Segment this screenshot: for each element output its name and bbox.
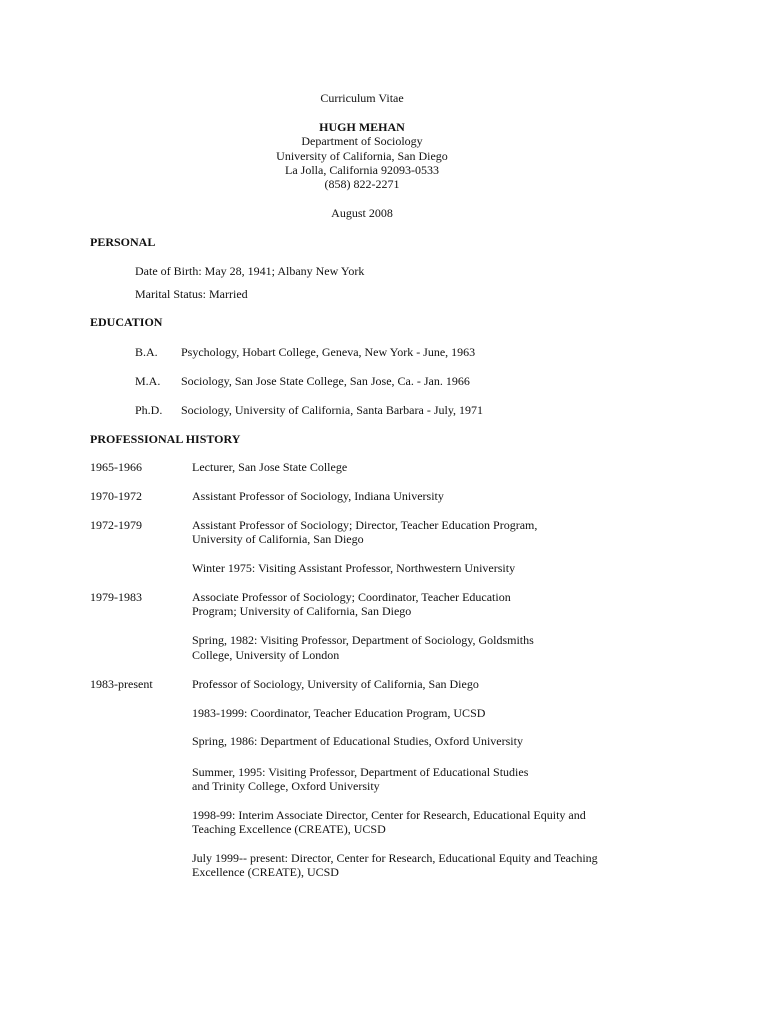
history-line: Program; University of California, San Diego bbox=[192, 604, 412, 618]
history-line: Assistant Professor of Sociology; Director, Teacher Education Program, bbox=[192, 518, 538, 532]
history-line: University of California, San Diego bbox=[192, 532, 364, 546]
department: Department of Sociology bbox=[301, 134, 423, 148]
marital-status: Marital Status: Married bbox=[135, 287, 248, 301]
history-year: 1965-1966 bbox=[90, 460, 142, 474]
history-year: 1983-present bbox=[90, 677, 153, 691]
history-line: Spring, 1982: Visiting Professor, Department of Sociology, Goldsmiths bbox=[192, 633, 534, 647]
history-year: 1970-1972 bbox=[90, 489, 142, 503]
history-line: and Trinity College, Oxford University bbox=[192, 779, 380, 793]
degree-label: Ph.D. bbox=[135, 403, 163, 417]
history-line: Teaching Excellence (CREATE), UCSD bbox=[192, 822, 386, 836]
history-line: College, University of London bbox=[192, 648, 340, 662]
person-name: HUGH MEHAN bbox=[319, 120, 405, 134]
history-line: Excellence (CREATE), UCSD bbox=[192, 865, 339, 879]
history-line: 1998-99: Interim Associate Director, Center for Research, Educational Equity and bbox=[192, 808, 586, 822]
history-line: Assistant Professor of Sociology, Indiana University bbox=[192, 489, 444, 503]
history-line: Lecturer, San Jose State College bbox=[192, 460, 348, 474]
degree-label: M.A. bbox=[135, 374, 161, 388]
history-line: July 1999-- present: Director, Center for Research, Educational Equity and Teaching bbox=[192, 851, 598, 865]
document-title: Curriculum Vitae bbox=[320, 91, 404, 105]
history-line: 1983-1999: Coordinator, Teacher Education Program, UCSD bbox=[192, 706, 486, 720]
document-date: August 2008 bbox=[331, 206, 393, 220]
address: La Jolla, California 92093-0533 bbox=[285, 163, 439, 177]
degree-detail: Psychology, Hobart College, Geneva, New York - June, 1963 bbox=[181, 345, 476, 359]
history-year: 1979-1983 bbox=[90, 590, 142, 604]
degree-detail: Sociology, San Jose State College, San Jose, Ca. - Jan. 1966 bbox=[181, 374, 470, 388]
university: University of California, San Diego bbox=[276, 149, 448, 163]
history-line: Professor of Sociology, University of California, San Diego bbox=[192, 677, 479, 691]
date-of-birth: Date of Birth: May 28, 1941; Albany New York bbox=[135, 264, 365, 278]
degree-detail: Sociology, University of California, Santa Barbara - July, 1971 bbox=[181, 403, 484, 417]
phone: (858) 822-2271 bbox=[324, 177, 400, 191]
history-line: Summer, 1995: Visiting Professor, Department of Educational Studies bbox=[192, 765, 529, 779]
history-year: 1972-1979 bbox=[90, 518, 142, 532]
history-line: Spring, 1986: Department of Educational Studies, Oxford University bbox=[192, 734, 523, 748]
section-heading-professional-history: PROFESSIONAL HISTORY bbox=[90, 432, 241, 446]
section-heading-personal: PERSONAL bbox=[90, 235, 156, 249]
section-heading-education: EDUCATION bbox=[90, 315, 163, 329]
degree-label: B.A. bbox=[135, 345, 158, 359]
history-line: Winter 1975: Visiting Assistant Professor, Northwestern University bbox=[192, 561, 516, 575]
history-line: Associate Professor of Sociology; Coordinator, Teacher Education bbox=[192, 590, 511, 604]
